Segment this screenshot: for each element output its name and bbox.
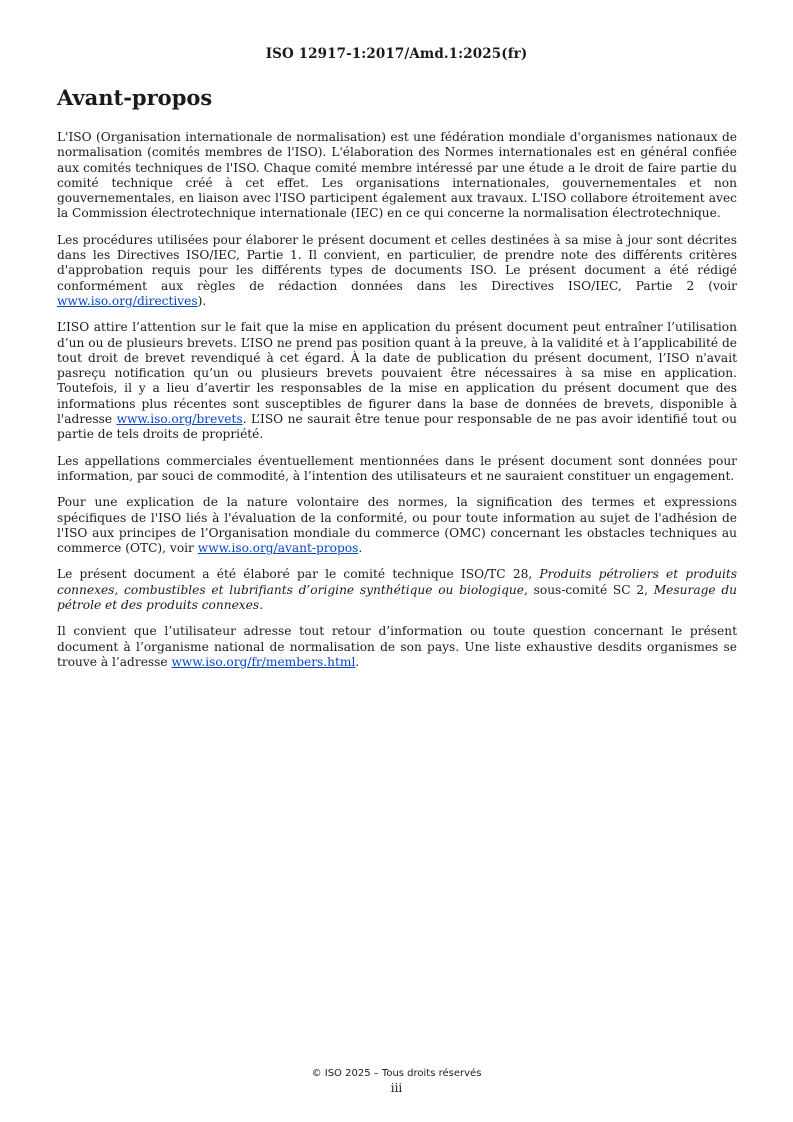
paragraph-feedback: [57, 624, 737, 670]
subcommittee-title: Mesurage du pétrole et des produits connexes: [57, 582, 737, 613]
paragraph-text-end: .: [358, 541, 363, 556]
page-number: iii: [390, 1081, 403, 1095]
page-title: Avant-propos: [57, 85, 213, 110]
paragraph-text: L’ISO attire l’attention sur le fait que la mise en application du présent document peut entraîner l’utilisation d’un ou de plusieurs brevets. L’ISO ne prend pas position quant à la preuve, à la validité et à l’applicabilité de tout droit de brevet revendiqué à cet égard. À la date de publication du présent document, l’ISO n'avait pasreçu notification qu’un ou plusieurs brevets pouvaient être nécessaires à sa mise en application. Toutefois, il y a lieu d’avertir les responsables de la mise en application du présent document que des informations plus récentes sont susceptibles de figurer dans la base de données de brevets, disponible à l'adresse: [57, 320, 737, 427]
page-footer: [0, 1066, 793, 1096]
committee-title: Produits pétroliers et produits connexes, combustibles et lubrifiants d’origine synthétique ou biologique: [57, 567, 737, 597]
paragraph-text-end: ).: [197, 293, 207, 308]
paragraph-text: Pour une explication de la nature volontaire des normes, la signification des termes et expressions spécifiques de l'ISO liés à l'évaluation de la conformité, ou pour toute information au sujet de l'adhésion de l'ISO aux principes de l’Organisation mondiale du commerce (OMC) concernant les obstacles techniques au commerce (OTC), voir: [57, 495, 737, 556]
paragraph-text-end: .: [355, 654, 360, 669]
document-id-header: ISO 12917-1:2017/Amd.1:2025(fr): [265, 46, 528, 62]
paragraph-committee: [57, 567, 737, 613]
paragraph-voluntary-nature: [57, 495, 737, 556]
paragraph-procedures: [57, 233, 737, 309]
paragraph-trade-names: Les appellations commerciales éventuellement mentionnées dans le présent document sont données pour information, par souci de commodité, à l’intention des utilisateurs et ne sauraient constituer un engagement.: [57, 453, 737, 483]
paragraph-text: , sous-comité SC 2,: [524, 582, 654, 597]
members-link[interactable]: www.iso.org/fr/members.html: [171, 654, 356, 669]
paragraph-text: Les procédures utilisées pour élaborer le présent document et celles destinées à sa mise à jour sont décrites dans les Directives ISO/IEC, Partie 1. Il convient, en particulier, de prendre note des différents critères d'approbation requis pour les différents types de documents ISO. Le présent document a été rédigé conformément aux règles de rédaction données dans les Directives ISO/IEC, Partie 2 (voir: [57, 232, 737, 293]
paragraph-text-end: .: [259, 598, 264, 613]
paragraph-iso-intro: L'ISO (Organisation internationale de normalisation) est une fédération mondiale d'organismes nationaux de normalisation (comités membres de l'ISO). L'élaboration des Normes internationales est en général confiée aux comités techniques de l'ISO. Chaque comité membre intéressé par une étude a le droit de faire partie du comité technique créé à cet effet. Les organisations internationales, gouvernementales et non gouvernementales, en liaison avec l'ISO participent également aux travaux. L'ISO collabore étroitement avec la Commission électrotechnique internationale (IEC) en ce qui concerne la normalisation électrotechnique.: [57, 130, 737, 221]
paragraph-text-end: . L’ISO ne saurait être tenue pour responsable de ne pas avoir identifié tout ou partie de tels droits de propriété.: [57, 412, 737, 442]
copyright-notice: © ISO 2025 – Tous droits réservés: [311, 1068, 482, 1079]
foreword-link[interactable]: www.iso.org/avant-propos: [197, 541, 359, 556]
paragraph-patents: [57, 320, 737, 442]
foreword-body: [57, 130, 737, 681]
paragraph-text: Le présent document a été élaboré par le comité technique ISO/TC 28,: [57, 567, 540, 582]
directives-link[interactable]: www.iso.org/directives: [57, 293, 198, 308]
paragraph-text: Il convient que l’utilisateur adresse tout retour d’information ou toute question concernant le présent document à l’organisme national de normalisation de son pays. Une liste exhaustive desdits organismes se trouve à l’adresse: [57, 624, 737, 669]
patents-link[interactable]: www.iso.org/brevets: [116, 412, 243, 427]
